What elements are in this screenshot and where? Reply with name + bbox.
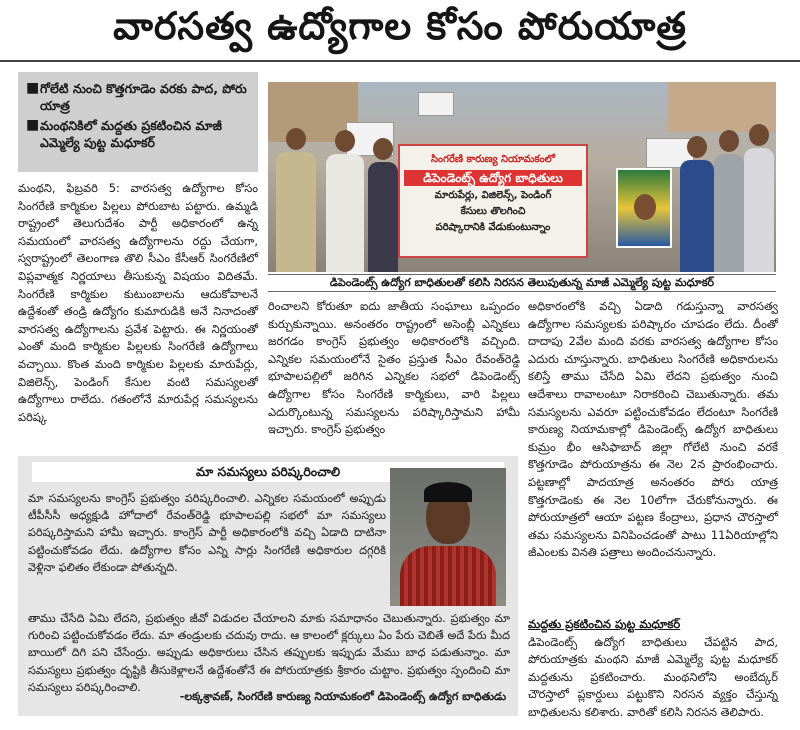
leader-poster [616,168,672,248]
banner-line: మారుపేర్లు, విజిలెన్స్, పెండింగ్ [434,190,552,201]
highlight-text: గోలేటి నుంచి కొత్తగూడెం వరకు పాద, పోరు యాత్ర [40,81,247,113]
article-column-1: మంథని, ఫిబ్రవరి 5: వారసత్వ ఉద్యోగాల కోసం సింగరేణి కార్మికుల పిల్లలు పోరుబాట పట్టారు. ఉమ్మడి రాష్ట్రంలో తెలుగుదేశం పార్టీ అధికారంలో ఉన్న సమయంలో వారసత్వ ఉద్యోగాలను రద్దు చేయగా, స్వరాష్ట్రంలో తెలంగాణ తొలి సీఎం కేసీఆర్ సింగరేణిలో విప్లవాత్మక నిర్ణయాలు తీసుకున్న విషయం విదితమే. సింగరేణి కార్మికుల కుటుంబాలను ఆదుకోవాలనే ఉద్దేశంతో తండ్రి ఉద్యోగం కుమారుడికి అనే నినాదంతో వారసత్వ ఉద్యోగాలను ప్రవేశ పెట్టారు. ఈ నిర్ణయంతో ఎంతో మంది కార్మికుల పిల్లలకు సింగరేణి ఉద్యోగాలు వచ్చాయి. కొంత మంది కార్మికుల పిల్లలకు మారుపేర్లు, విజిలెన్స్, పెండింగ్ కేసుల వంటి సమస్యలతో ఉద్యోగాలు రాలేదు. గతంలోనే మారుపేర్ల సమస్యలను పరిష్క [18,181,258,424]
highlight-item [26,80,250,114]
headline: వారసత్వ ఉద్యోగాల కోసం పోరుయాత్ర [0,0,800,62]
support-text: డిపెండెంట్స్ ఉద్యోగ బాధితులు చేపట్టిన పాద, పోరుయాత్రకు మంథని మాజీ ఎమ్మెల్యే పుట్ట మధూకర్ మద్దతును ప్రకటించారు. మంథనిలోని అంబేద్కర్ చౌరస్తాలో ప్లకార్డులు పట్టుకొని నిరసన వ్యక్తం చేస్తున్న బాధితులను కలిశారు. వారితో కలిసి నిరసన తెలిపారు. [528,634,778,719]
article-column-2: రించాలని కోరుతూ ఐదు జాతీయ సంఘాలు ఒప్పందం కుర్చుకున్నాయి. అనంతరం రాష్ట్రంలో అసెంబ్లీ ఎన్నికలు జరగడం కాంగ్రెస్ ప్రభుత్వం అధికారంలోకి వచ్చింది. ఎన్నికల సమయంలోనే సైతం ప్రస్తుత సీఎం రేవంత్‌రెడ్డి భూపాలపల్లిలో జరిగిన ఎన్నికల సభలో డిపెండెంట్స్ ఉద్యోగాల కోసం సింగరేణి కార్మికులు, వారి పిల్లలు ఎదుర్కొంటున్న సమస్యలను పరిష్కారిస్తామని హామీ ఇచ్చారు. కాంగ్రెస్ ప్రభుత్వం [268,299,520,437]
bullet-icon: ■ [26,117,40,133]
quote-signature: -లక్కశ్రావణ్, సింగరేణి కారుణ్య నియామకంలో డిపెండెంట్స్ ఉద్యోగ బాధితుడు [179,690,506,703]
protest-photo [268,82,776,272]
article-column-3: అధికారంలోకి వచ్చి ఏడాది గడుస్తున్నా వారసత్వ ఉద్యోగాల సమస్యలకు పరిష్కారం చూపడం లేదు. దీంతో దాదాపు 2వేల మంది వరకు వారసత్వ ఉద్యోగాల కోసం ఎదురు చూస్తున్నారు. బాధితులు సింగరేణి అధికారులను కలిస్తే తాము చేసేది ఏమి లేదని ప్రభుత్వం నుంచి ఆదేశాలు రావాలంటూ నిరాకరించి చెబుతున్నారు. తమ సమస్యలను ఎవరూ పట్టించుకోవడం లేదంటూ సింగరేణి కారుణ్య నియామకాల్లో డిపెండెంట్స్ ఉద్యోగ బాధితులు కుమ్రం భీం ఆసిఫాబాద్ జిల్లా గోలేటి నుంచి వరకే కొత్తగూడెం పోరుయాత్రను ఈ నెల 2న ప్రారంభించారు. పట్టణాల్లో పాదయాత్ర అనంతరం పోరు యాత్ర కొత్తగూడెంకు ఈ నెల 10లోగా చేరుకోనున్నారు. ఈ పోరుయాత్రలో ఆయా పట్టణ కేంద్రాలు, ప్రధాన చౌరస్తాలో తమ సమస్యలను వినిపించడంతో పాటు 11ఏరియాల్లోని జీఎంలకు వినతి పత్రాలు అందించనున్నారు. [528,299,778,560]
banner-line: డిపెండెంట్స్ ఉద్యోగ బాధితులు [404,170,582,186]
protest-banner [398,144,588,258]
quote-text-2: తాము చేసేది ఏమి లేదని, ప్రభుత్వం జీవో విడుదల చేయాలని మాకు సమాధానం చెబుతున్నారు. ప్రభుత్వం మా గురించి పట్టించుకోవడం లేదు. మా తండ్రులకు చదువు రాదు. ఆ కాలంలో క్లర్కులు ఏం పేరు చెబితే అదే పేరు మీద బాయిలో దిగి పని చేసేంద్రు. అప్పుడు అధికారులు చేసిన తప్పులకు ఇప్పుడు మేము బాధ పడుతున్నాం. మా సమస్యలు ప్రభుత్వం దృష్టికి తీసుకెళ్లాలనే ఉద్దేశంతోనే ఈ పోరుయాత్రకు శ్రీకారం చుట్టాం. ప్రభుత్వం స్పందించి మా సమస్యలు పరిష్కరించాలి. [28,612,510,694]
photo-caption: డిపెండెంట్స్ ఉద్యోగ బాధితులతో కలిసి నిరసన తెలుపుతున్న మాజీ ఎమ్మెల్యే పుట్ట మధూకర్ [268,274,776,292]
highlight-text: మంథనికిలో మద్దతు ప్రకటించిన మాజీ ఎమ్మెల్యే పుట్ట మధూకర్ [40,118,222,150]
support-section [528,614,778,722]
support-subhead: మద్దతు ప్రకటించిన పుట్ట మధూకర్ [528,617,681,631]
banner-line: కేసులు తొలగించి [460,206,526,217]
banner-line: సింగరేణి కారుణ్య నియామకంలో [431,154,555,165]
highlights-box [18,72,258,172]
quote-text-1: మా సమస్యలను కాంగ్రెస్ ప్రభుత్వం పరిష్కరించాలి. ఎన్నికల సమయంలో అప్పుడు టీపీసీసీ అధ్యక్షుడి హోదాలో రేవంత్‌రెడ్డి భూపాలపల్లి సభలో మా సమస్యలు పరిష్కరిస్తామని హామీ ఇచ్చారు. కాంగ్రెస్ పార్టీ అధికారంలోకి వచ్చి ఏడాది దాటినా పట్టించుకోవడం లేదు. ఉద్యోగాల కోసం ఎన్ని సార్లు సింగరేణి అధికారుల దగ్గరికి వెళ్లినా ఫలితం లేకుండా పోతున్నది. [28,492,386,574]
quote-box [18,456,518,716]
banner-line: పరిష్కారానికి వేడుకుంటున్నాం [435,222,551,233]
quote-box-title: మా సమస్యలు పరిష్కరించాలి [32,462,504,482]
portrait-photo [390,468,506,606]
bullet-icon: ■ [26,80,40,96]
highlight-item [26,117,250,151]
